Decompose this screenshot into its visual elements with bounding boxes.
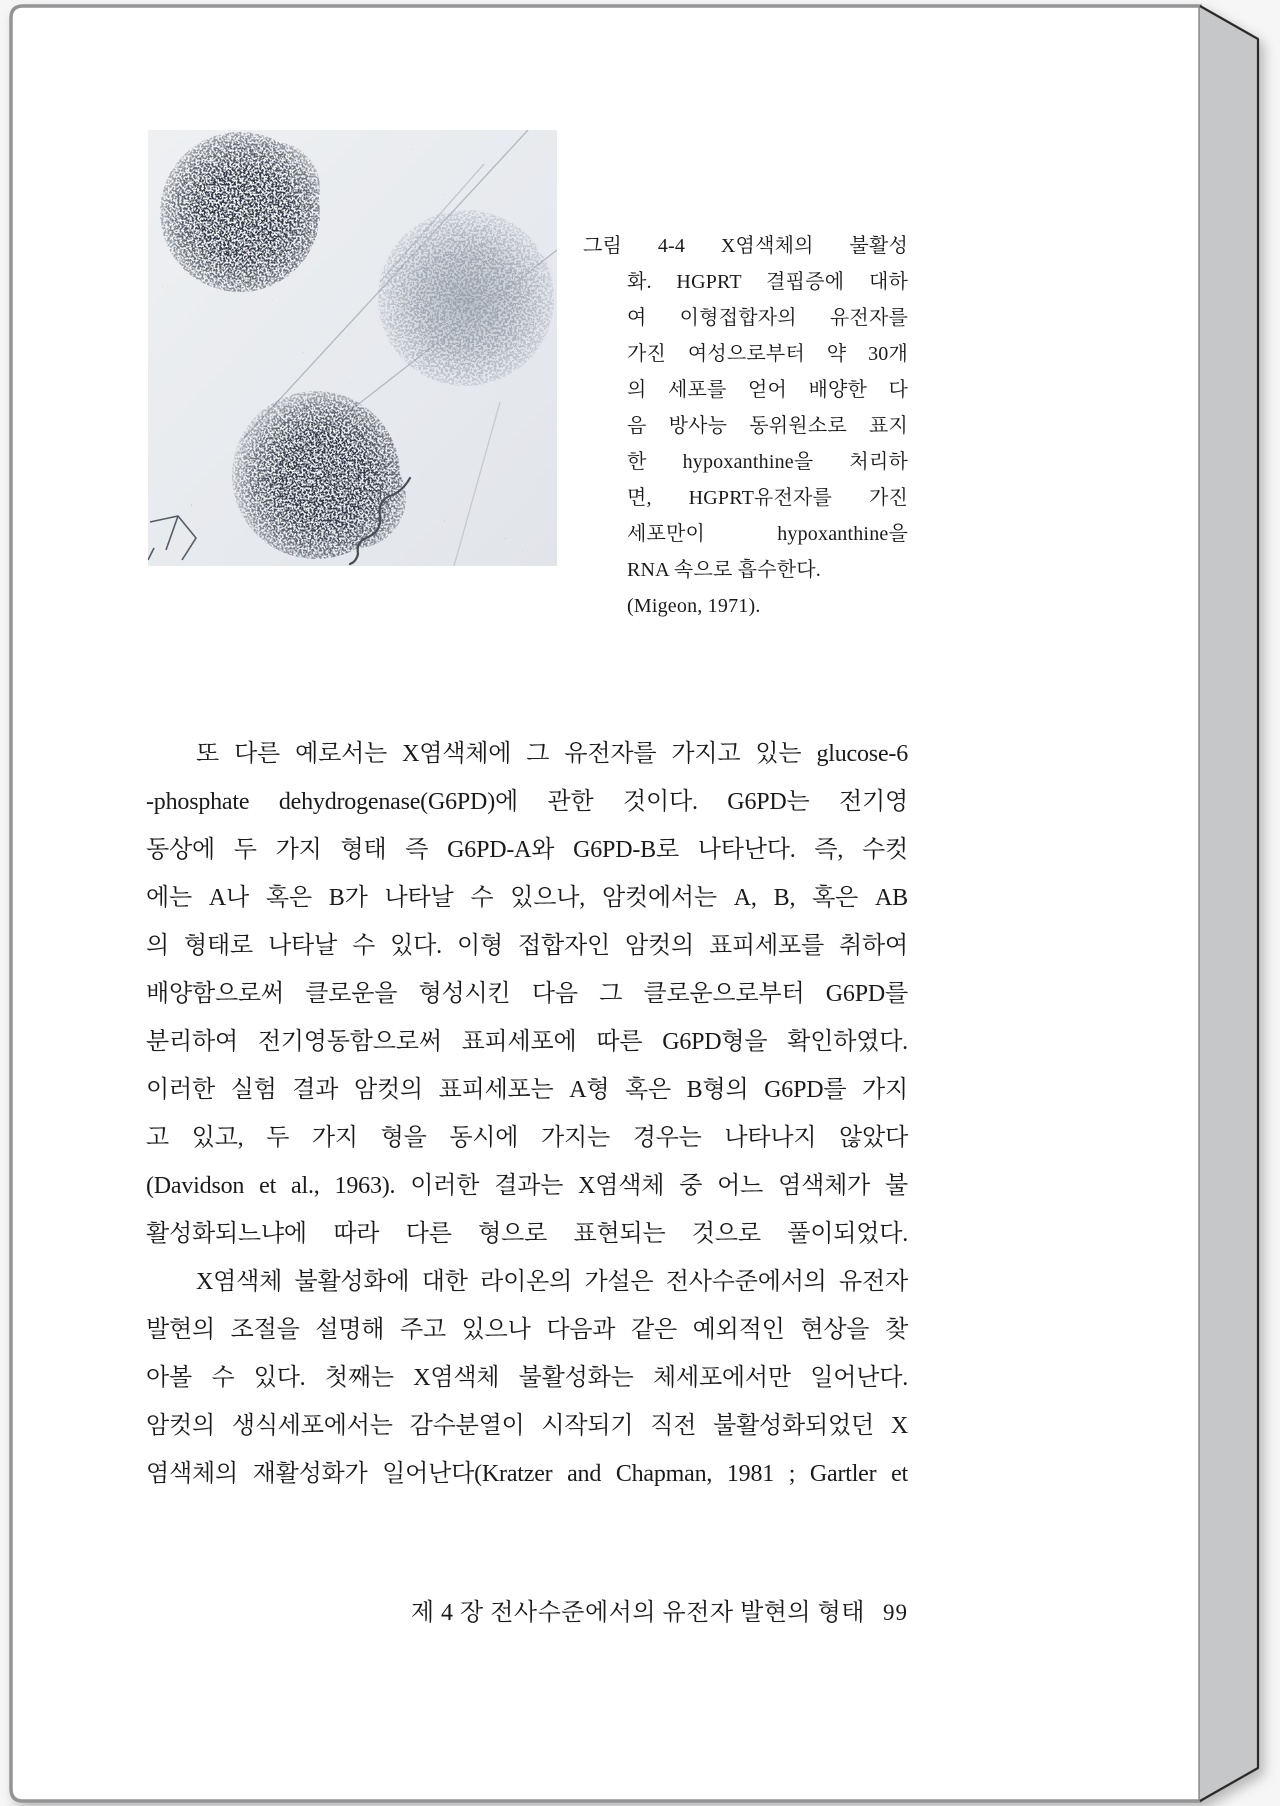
body-text-line: 또 다른 예로서는 X염색체에 그 유전자를 가지고 있는 glucose-6 [196,741,908,767]
caption-line: 세포만이 hypoxanthine을 [627,523,908,545]
micrograph-figure-image [148,130,557,566]
body-text-line: 의 형태로 나타날 수 있다. 이형 접합자인 암컷의 표피세포를 취하여 [146,933,908,959]
caption-line: 면, HGPRT유전자를 가진 [627,487,908,509]
page-number: 99 [883,1600,908,1625]
caption-line: 한 hypoxanthine을 처리하 [627,451,908,473]
cell-colony-top-left [160,132,320,292]
body-text-line: 활성화되느냐에 따라 다른 형으로 표현되는 것으로 풀이되었다. [146,1221,908,1247]
body-text-line: 동상에 두 가지 형태 즉 G6PD-A와 G6PD-B로 나타난다. 즉, 수컷 [146,837,908,863]
body-text-line: 에는 A나 혹은 B가 나타날 수 있으나, 암컷에서는 A, B, 혹은 AB [146,885,908,911]
body-text-line: 배양함으로써 클로운을 형성시킨 다음 그 클로운으로부터 G6PD를 [146,981,908,1007]
caption-line: 음 방사능 동위원소로 표지 [627,415,908,437]
caption-line: 화. HGPRT 결핍증에 대하 [627,271,908,293]
body-text-line: X염색체 불활성화에 대한 라이온의 가설은 전사수준에서의 유전자 [196,1269,908,1295]
body-text [146,730,908,1498]
figure-caption [583,228,908,624]
body-text-line: 발현의 조절을 설명해 주고 있으나 다음과 같은 예외적인 현상을 찾 [146,1317,908,1343]
cell-colony-right [372,208,557,388]
body-text-line: 염색체의 재활성화가 일어난다(Kratzer and Chapman, 1981 ; Gartler et [146,1461,908,1487]
caption-line: 여 이형접합자의 유전자를 [627,307,908,329]
body-text-line: 암컷의 생식세포에서는 감수분열이 시작되기 직전 불활성화되었던 X [146,1413,908,1439]
caption-line: 그림 4-4 X염색체의 불활성 [583,235,908,257]
body-text-line: (Davidson et al., 1963). 이러한 결과는 X염색체 중 어느 염색체가 불 [146,1173,908,1199]
caption-line: RNA 속으로 흡수한다. [627,559,821,581]
caption-line: 의 세포를 얻어 배양한 다 [627,379,908,401]
body-text-line: -phosphate dehydrogenase(G6PD)에 관한 것이다. G6PD는 전기영 [146,789,908,815]
body-text-line: 이러한 실험 결과 암컷의 표피세포는 A형 혹은 B형의 G6PD를 가지 [146,1077,908,1103]
body-text-line: 고 있고, 두 가지 형을 동시에 가지는 경우는 나타나지 않았다 [146,1125,908,1151]
caption-line: (Migeon, 1971). [627,595,761,617]
caption-line: 가진 여성으로부터 약 30개 [627,343,908,365]
page-footer [146,1592,908,1627]
running-title: 제 4 장 전사수준에서의 유전자 발현의 형태 [410,1600,865,1626]
body-text-line: 아볼 수 있다. 첫째는 X염색체 불활성화는 체세포에서만 일어난다. [146,1365,908,1391]
body-text-line: 분리하여 전기영동함으로써 표피세포에 따른 G6PD형을 확인하였다. [146,1029,908,1055]
